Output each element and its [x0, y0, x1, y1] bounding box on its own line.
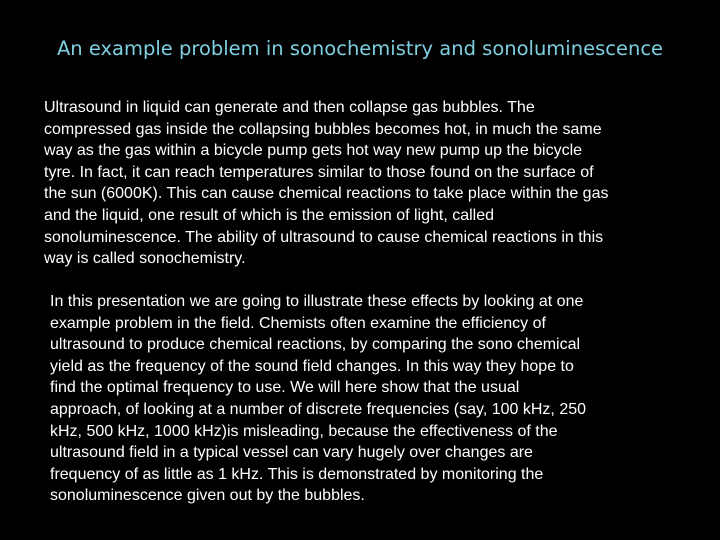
paragraph-line: the sun (6000K). This can cause chemical reactions to take place within the gas: [44, 185, 609, 203]
paragraph-line: ultrasound to produce chemical reactions, by comparing the sono chemical: [50, 336, 581, 354]
paragraph-line: find the optimal frequency to use. We will here show that the usual: [50, 379, 520, 397]
paragraph-line: yield as the frequency of the sound field changes. In this way they hope to: [50, 357, 574, 375]
paragraph-line: and the liquid, one result of which is the emission of light, called: [44, 206, 495, 224]
paragraph-line: tyre. In fact, it can reach temperatures similar to those found on the surface of: [44, 163, 594, 181]
paragraph-line: frequency of as little as 1 kHz. This is demonstrated by monitoring the: [50, 465, 544, 483]
paragraph-line: kHz, 500 kHz, 1000 kHz)is misleading, because the effectiveness of the: [50, 422, 558, 440]
paragraph-presentation: [50, 291, 690, 507]
paragraph-line: sonoluminescence. The ability of ultrasound to cause chemical reactions in this: [44, 228, 604, 246]
paragraph-line: approach, of looking at a number of discrete frequencies (say, 100 kHz, 250: [50, 400, 587, 418]
paragraph-line: ultrasound field in a typical vessel can vary hugely over changes are: [50, 444, 533, 462]
paragraph-line: In this presentation we are going to illustrate these effects by looking at one: [50, 293, 584, 310]
paragraph-line: compressed gas inside the collapsing bubbles becomes hot, in much the same: [44, 120, 602, 138]
paragraph-line: sonoluminescence given out by the bubbles.: [50, 487, 365, 505]
paragraph-line: way is called sonochemistry.: [44, 250, 246, 268]
paragraph-line: Ultrasound in liquid can generate and then collapse gas bubbles. The: [44, 99, 535, 116]
paragraph-intro: [44, 97, 688, 270]
paragraph-line: example problem in the field. Chemists often examine the efficiency of: [50, 314, 546, 332]
slide-title: An example problem in sonochemistry and sonoluminescence: [56, 37, 664, 60]
paragraph-line: way as the gas within a bicycle pump gets hot way new pump up the bicycle: [44, 142, 583, 160]
